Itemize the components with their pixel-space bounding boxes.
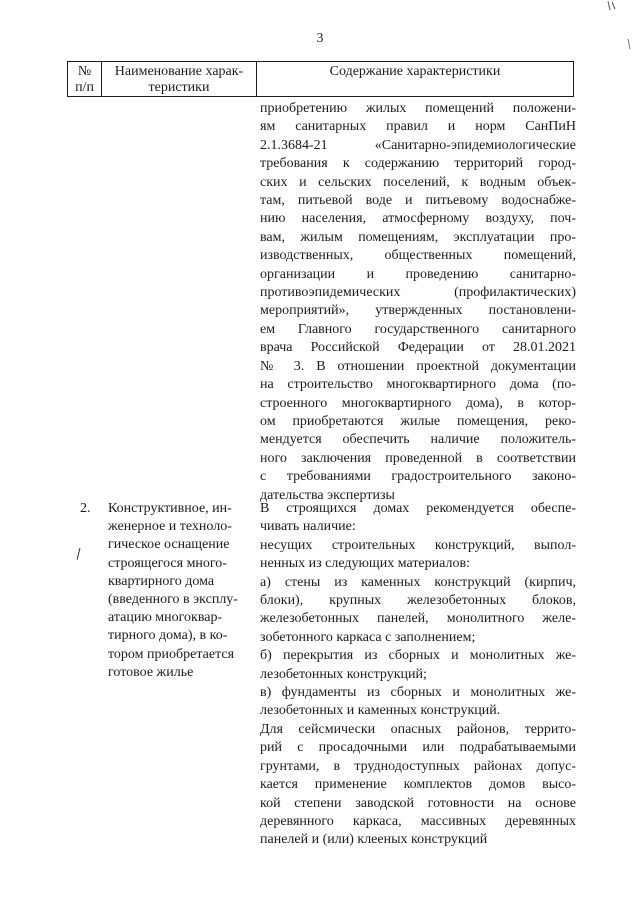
text-line: вам, жилым помещениям, эксплуатации про- — [260, 229, 576, 245]
page-number: 3 — [316, 31, 324, 46]
text-line: врача Российской Федерации от 28.01.2021 — [260, 340, 576, 356]
text-line: организации и проведению санитарно- — [260, 266, 576, 282]
text-line: зобетонного каркаса с заполнением; — [260, 629, 476, 645]
text-line: Конструктивное, ин- — [108, 501, 232, 516]
text-line: ненных из следующих материалов: — [260, 556, 470, 572]
text-line: В строящихся домах рекомендуется обеспе- — [260, 501, 576, 516]
header-name-label: Наименование харак- — [114, 64, 244, 79]
text-line: б) перекрытия из сборных и монолитных же- — [260, 648, 576, 664]
header-name-label-2: теристики — [148, 80, 210, 95]
header-number-label-2: п/п — [75, 80, 94, 95]
edge-scan-mark — [626, 38, 632, 50]
text-line: ям санитарных правил и норм СанПиН — [260, 119, 576, 135]
text-line: панелей и (или) клееных конструкций — [260, 832, 488, 848]
text-line: чивать наличие: — [260, 519, 356, 535]
text-line: там, питьевой воде и питьевому водоснабже- — [260, 193, 576, 209]
text-line: гическое оснащение — [108, 537, 230, 553]
text-line: строящегося много- — [108, 555, 227, 571]
table-header — [67, 61, 574, 97]
text-line: тирного дома), в ко- — [108, 628, 228, 644]
row-1-content — [260, 100, 576, 505]
text-line: (введенного в эксплу- — [108, 592, 238, 608]
text-line: ем Главного государственного санитарного — [260, 321, 576, 337]
text-line: рий с просадочными или подрабатываемыми — [260, 740, 576, 756]
header-name-cell — [102, 62, 257, 96]
text-line: блоки), крупных железобетонных блоков, — [260, 593, 576, 609]
text-line: мендуется обеспечить наличие положитель- — [260, 432, 576, 448]
row-2-name — [108, 500, 256, 682]
row-2-content — [260, 500, 576, 850]
text-line: грунтами, в труднодоступных районах допус- — [260, 758, 576, 774]
header-content-cell — [257, 62, 573, 96]
text-line: приобретению жилых помещений положени- — [260, 101, 576, 116]
text-line: дательства экспертизы — [260, 487, 395, 503]
header-number-label: № — [77, 64, 92, 79]
text-line: Для сейсмически опасных районов, террито- — [260, 721, 576, 737]
text-line: № 3. В отношении проектной документации — [260, 358, 576, 374]
text-line: ских и сельских поселений, к водным объек- — [260, 174, 576, 190]
corner-scan-mark — [606, 0, 618, 12]
text-line: деревянного каркаса, массивных деревянных — [260, 813, 576, 829]
text-line: мероприятий», утвержденных постановлени- — [260, 303, 576, 319]
text-line: атацию многоквар- — [108, 610, 223, 626]
header-number-cell — [68, 62, 102, 96]
text-line: строенного многоквартирного дома), в котор- — [260, 395, 576, 411]
text-line: 2.1.3684-21 «Санитарно-эпидемиологические — [260, 137, 576, 153]
text-line: на строительство многоквартирного дома (по- — [260, 377, 576, 393]
text-line: нию населения, атмосферному воздуху, поч- — [260, 211, 576, 227]
text-line: а) стены из каменных конструкций (кирпич, — [260, 574, 576, 590]
text-line: готовое жилье — [108, 664, 194, 680]
text-line: тором приобретается — [108, 646, 235, 662]
text-line: противоэпидемических (профилактических) — [260, 285, 576, 301]
header-content-label: Содержание характеристики — [329, 64, 501, 79]
text-line: лезобетонных конструкций; — [260, 666, 427, 682]
row-2-number: 2. — [80, 501, 91, 516]
text-line: железобетонных панелей, монолитного желе- — [260, 611, 576, 627]
text-line: лезобетонных и каменных конструкций. — [260, 703, 501, 719]
text-line: кой степени заводской готовности на основе — [260, 795, 576, 811]
text-line: с требованиями градостроительного законо- — [260, 469, 576, 485]
text-line: ом приобретаются жилые помещения, реко- — [260, 413, 576, 429]
text-line: квартирного дома — [108, 573, 215, 589]
text-line: ного заключения проведенной в соответствии — [260, 450, 576, 466]
text-line: требования к содержанию территорий город- — [260, 156, 576, 172]
stray-pen-mark — [77, 548, 83, 560]
text-line: кается применение комплектов домов высо- — [260, 777, 576, 793]
text-line: изводственных, общественных помещений, — [260, 248, 576, 264]
text-line: несущих строительных конструкций, выпол- — [260, 537, 576, 553]
text-line: женерное и техноло- — [108, 519, 232, 535]
text-line: в) фундаменты из сборных и монолитных же- — [260, 685, 576, 701]
